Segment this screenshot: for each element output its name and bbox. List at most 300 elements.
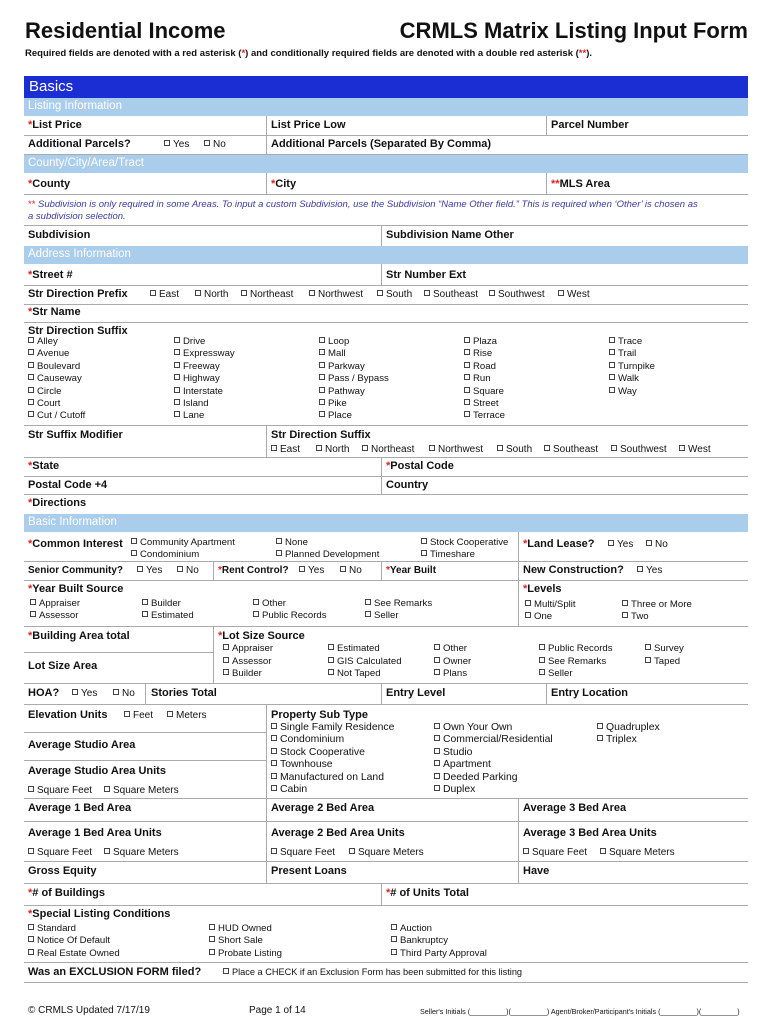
suffix-mall[interactable] bbox=[319, 348, 346, 359]
hoa-label: HOA? bbox=[28, 687, 60, 699]
suffix-freeway[interactable] bbox=[174, 361, 220, 372]
suffix-island[interactable] bbox=[174, 398, 209, 409]
suffix-trail[interactable] bbox=[609, 348, 636, 359]
ci-planned-development[interactable] bbox=[276, 549, 379, 560]
checkbox-icon[interactable] bbox=[611, 445, 617, 451]
checkbox-icon[interactable] bbox=[365, 611, 371, 617]
avg-3-bed-units-label: Average 3 Bed Area Units bbox=[523, 827, 657, 839]
checkbox-icon[interactable] bbox=[328, 644, 334, 650]
additional-parcels-field[interactable]: Additional Parcels (Separated By Comma) bbox=[271, 138, 492, 150]
option-label: Other bbox=[262, 598, 286, 609]
slc-standard[interactable] bbox=[28, 923, 76, 934]
checkbox-icon[interactable] bbox=[319, 337, 325, 343]
option-label: Bankruptcy bbox=[400, 935, 448, 947]
checkbox-icon[interactable] bbox=[525, 600, 531, 606]
lss-survey[interactable] bbox=[645, 643, 684, 654]
slc-real-estate-owned[interactable] bbox=[28, 948, 120, 959]
checkbox-icon[interactable] bbox=[174, 387, 180, 393]
checkbox-icon[interactable] bbox=[609, 362, 615, 368]
checkbox-icon[interactable] bbox=[429, 445, 435, 451]
suffix-lane[interactable] bbox=[174, 410, 204, 421]
checkbox-icon[interactable] bbox=[309, 290, 315, 296]
checkbox-icon[interactable] bbox=[253, 611, 259, 617]
pst-own-your-own[interactable] bbox=[434, 722, 512, 733]
checkbox-icon[interactable] bbox=[142, 611, 148, 617]
checkbox-icon[interactable] bbox=[609, 387, 615, 393]
checkbox-icon[interactable] bbox=[434, 644, 440, 650]
rent-control-label: *Rent Control? bbox=[218, 565, 289, 576]
ci-timeshare[interactable] bbox=[421, 549, 475, 560]
pst-triplex[interactable] bbox=[597, 734, 637, 745]
suffix-street[interactable] bbox=[464, 398, 499, 409]
required-note: Required fields are denoted with a red asterisk (*) and conditionally required fields are denoted with a double red asterisk (**). bbox=[25, 48, 592, 59]
building-area-total-field[interactable]: *Building Area total bbox=[28, 630, 130, 642]
checkbox-icon[interactable] bbox=[558, 290, 564, 296]
dir-prefix-northwest[interactable] bbox=[309, 289, 363, 300]
year-built-field[interactable]: *Year Built bbox=[386, 565, 437, 576]
checkbox-icon[interactable] bbox=[28, 349, 34, 355]
checkbox-icon[interactable] bbox=[28, 936, 34, 942]
slc-notice-of-default[interactable] bbox=[28, 935, 110, 946]
dir-prefix-north[interactable] bbox=[195, 289, 228, 300]
checkbox-icon[interactable] bbox=[609, 374, 615, 380]
pst-duplex[interactable] bbox=[434, 784, 475, 795]
dir-suffix-north[interactable] bbox=[316, 444, 349, 455]
checkbox-icon[interactable] bbox=[174, 362, 180, 368]
checkbox-icon[interactable] bbox=[464, 349, 470, 355]
lss-seller[interactable] bbox=[539, 668, 573, 679]
dir-suffix-west[interactable] bbox=[679, 444, 711, 455]
slc-short-sale[interactable] bbox=[209, 935, 263, 946]
suffix-alley[interactable] bbox=[28, 336, 58, 347]
checkbox-icon[interactable] bbox=[391, 936, 397, 942]
option-label: Taped bbox=[654, 655, 681, 667]
pst-townhouse[interactable] bbox=[271, 759, 333, 770]
checkbox-icon[interactable] bbox=[28, 949, 34, 955]
checkbox-icon[interactable] bbox=[319, 411, 325, 417]
lot-size-area-field[interactable]: Lot Size Area bbox=[28, 660, 98, 672]
suffix-avenue[interactable] bbox=[28, 348, 69, 359]
option-label: Expressway bbox=[183, 348, 235, 360]
checkbox-icon[interactable] bbox=[597, 723, 603, 729]
checkbox-icon[interactable] bbox=[271, 445, 277, 451]
levels-three-or-more[interactable] bbox=[622, 599, 692, 610]
avg-3-sqft[interactable]: Square Feet bbox=[523, 847, 587, 858]
ybs-other[interactable] bbox=[253, 598, 286, 609]
checkbox-icon[interactable] bbox=[539, 644, 545, 650]
rent-control-yes[interactable]: Yes bbox=[299, 565, 324, 576]
checkbox-icon[interactable] bbox=[142, 599, 148, 605]
checkbox-icon[interactable] bbox=[174, 411, 180, 417]
pst-studio[interactable] bbox=[434, 747, 472, 758]
checkbox-icon[interactable] bbox=[131, 550, 137, 556]
lss-see-remarks[interactable] bbox=[539, 656, 606, 667]
ci-condominium[interactable] bbox=[131, 549, 199, 560]
suffix-drive[interactable] bbox=[174, 336, 205, 347]
option-label: South bbox=[386, 289, 413, 300]
avg-3-bed-area-field[interactable]: Average 3 Bed Area bbox=[523, 802, 627, 814]
checkbox-icon[interactable] bbox=[434, 785, 440, 791]
num-units-total-field[interactable]: *# of Units Total bbox=[386, 887, 469, 899]
checkbox-icon[interactable] bbox=[645, 644, 651, 650]
additional-parcels-no[interactable]: No bbox=[204, 139, 226, 150]
have-field[interactable]: Have bbox=[523, 865, 550, 877]
checkbox-icon[interactable] bbox=[377, 290, 383, 296]
lss-appraiser[interactable] bbox=[223, 643, 273, 654]
checkbox-icon[interactable] bbox=[464, 387, 470, 393]
checkbox-icon[interactable] bbox=[30, 599, 36, 605]
lss-builder[interactable] bbox=[223, 668, 262, 679]
lss-other[interactable] bbox=[434, 643, 467, 654]
hoa-no[interactable]: No bbox=[113, 688, 135, 699]
pst-deeded-parking[interactable] bbox=[434, 772, 518, 783]
checkbox-icon[interactable] bbox=[131, 538, 137, 544]
checkbox-icon[interactable] bbox=[464, 399, 470, 405]
checkbox-icon[interactable] bbox=[365, 599, 371, 605]
checkbox-icon[interactable] bbox=[489, 290, 495, 296]
slc-third-party-approval[interactable] bbox=[391, 948, 487, 959]
checkbox-icon[interactable] bbox=[319, 374, 325, 380]
footer-initials: Seller's Initials (_________)(_________) Agent/Broker/Participant's Initials (_________)(_________) bbox=[420, 1007, 740, 1016]
subdivision-note: ** Subdivision is only required in some Areas. To input a custom Subdivision, use the Subdivision “Name Other field.” This is required when ‘Other’ is chosen as bbox=[28, 199, 698, 210]
checkbox-icon[interactable] bbox=[28, 374, 34, 380]
checkbox-icon[interactable] bbox=[609, 349, 615, 355]
lss-estimated[interactable] bbox=[328, 643, 380, 654]
suffix-walk[interactable] bbox=[609, 373, 639, 384]
checkbox-icon[interactable] bbox=[209, 949, 215, 955]
avg-studio-sqm[interactable]: Square Meters bbox=[104, 785, 179, 796]
lss-assessor[interactable] bbox=[223, 656, 271, 667]
ybs-estimated[interactable] bbox=[142, 610, 194, 621]
lot-size-source-label: *Lot Size Source bbox=[218, 630, 305, 642]
ybs-public-records[interactable] bbox=[253, 610, 327, 621]
dir-prefix-northeast[interactable] bbox=[241, 289, 293, 300]
checkbox-icon[interactable] bbox=[271, 748, 277, 754]
checkbox-icon[interactable] bbox=[464, 411, 470, 417]
option-label: Apartment bbox=[443, 759, 491, 771]
checkbox-icon[interactable] bbox=[464, 337, 470, 343]
checkbox-icon[interactable] bbox=[174, 337, 180, 343]
suffix-road[interactable] bbox=[464, 361, 496, 372]
levels-two[interactable] bbox=[622, 611, 649, 622]
street-name-field[interactable]: *Str Name bbox=[28, 306, 81, 318]
list-price-field[interactable]: *List Price bbox=[28, 119, 82, 131]
checkbox-icon[interactable] bbox=[271, 735, 277, 741]
avg-2-sqm[interactable]: Square Meters bbox=[349, 847, 424, 858]
levels-label: *Levels bbox=[523, 583, 562, 595]
rent-control-no[interactable]: No bbox=[340, 565, 362, 576]
suffix-interstate[interactable] bbox=[174, 386, 223, 397]
pst-condominium[interactable] bbox=[271, 734, 344, 745]
checkbox-icon[interactable] bbox=[209, 936, 215, 942]
country-field[interactable]: Country bbox=[386, 479, 429, 491]
option-label: Seller bbox=[374, 610, 399, 621]
levels-one[interactable] bbox=[525, 611, 552, 622]
option-label: Northeast bbox=[250, 289, 294, 300]
ci-none[interactable] bbox=[276, 537, 308, 548]
pst-stock-cooperative[interactable] bbox=[271, 747, 365, 758]
avg-2-sqft[interactable]: Square Feet bbox=[271, 847, 335, 858]
option-label: Trail bbox=[618, 348, 637, 360]
suffix-modifier-field[interactable]: Str Suffix Modifier bbox=[28, 429, 123, 441]
levels-multi-split[interactable] bbox=[525, 599, 576, 610]
dir-suffix-northwest[interactable] bbox=[429, 444, 483, 455]
checkbox-icon[interactable] bbox=[597, 735, 603, 741]
additional-parcels-yes[interactable]: Yes bbox=[164, 139, 189, 150]
avg-studio-area-field[interactable]: Average Studio Area bbox=[28, 739, 136, 751]
checkbox-icon[interactable] bbox=[271, 785, 277, 791]
slc-bankruptcy[interactable] bbox=[391, 935, 448, 946]
checkbox-icon[interactable] bbox=[223, 669, 229, 675]
avg-3-sqm[interactable]: Square Meters bbox=[600, 847, 675, 858]
dir-suffix-southwest[interactable] bbox=[611, 444, 667, 455]
checkbox-icon[interactable] bbox=[30, 611, 36, 617]
checkbox-icon[interactable] bbox=[622, 612, 628, 618]
checkbox-icon[interactable] bbox=[391, 924, 397, 930]
suffix-plaza[interactable] bbox=[464, 336, 497, 347]
checkbox-icon[interactable] bbox=[319, 399, 325, 405]
option-label: Condominium bbox=[140, 549, 200, 560]
county-field[interactable]: *County bbox=[28, 178, 71, 190]
option-label: GIS Calculated bbox=[337, 655, 402, 667]
land-lease-no[interactable]: No bbox=[646, 539, 668, 550]
slc-probate-listing[interactable] bbox=[209, 948, 282, 959]
option-label: Public Records bbox=[262, 610, 327, 621]
suffix-pike[interactable] bbox=[319, 398, 347, 409]
checkbox-icon[interactable] bbox=[434, 773, 440, 779]
senior-no[interactable]: No bbox=[177, 565, 199, 576]
pst-manufactured-on-land[interactable] bbox=[271, 772, 384, 783]
option-label: Parkway bbox=[328, 360, 365, 372]
pst-quadruplex[interactable] bbox=[597, 722, 660, 733]
checkbox-icon[interactable] bbox=[223, 657, 229, 663]
form-title-left: Residential Income bbox=[25, 18, 226, 43]
checkbox-icon[interactable] bbox=[271, 773, 277, 779]
pst-commercial-residential[interactable] bbox=[434, 734, 553, 745]
entry-level-field[interactable]: Entry Level bbox=[386, 687, 446, 699]
senior-yes[interactable]: Yes bbox=[137, 565, 162, 576]
checkbox-icon[interactable] bbox=[434, 760, 440, 766]
suffix-expressway[interactable] bbox=[174, 348, 235, 359]
mls-area-field[interactable]: **MLS Area bbox=[551, 178, 610, 190]
postal-code-4-field[interactable]: Postal Code +4 bbox=[28, 479, 108, 491]
suffix-rise[interactable] bbox=[464, 348, 492, 359]
avg-1-sqm[interactable]: Square Meters bbox=[104, 847, 179, 858]
str-number-ext-field[interactable]: Str Number Ext bbox=[386, 269, 467, 281]
footer-updated: © CRMLS Updated 7/17/19 bbox=[28, 1005, 150, 1016]
ybs-appraiser[interactable] bbox=[30, 598, 80, 609]
postal-code-field[interactable]: *Postal Code bbox=[386, 460, 454, 472]
checkbox-icon[interactable] bbox=[539, 657, 545, 663]
checkbox-icon[interactable] bbox=[276, 538, 282, 544]
lss-owner[interactable] bbox=[434, 656, 471, 667]
ybs-assessor[interactable] bbox=[30, 610, 78, 621]
suffix-run[interactable] bbox=[464, 373, 491, 384]
option-label: Appraiser bbox=[232, 643, 274, 654]
checkbox-icon[interactable] bbox=[434, 748, 440, 754]
checkbox-icon[interactable] bbox=[622, 600, 628, 606]
dir-prefix-west[interactable] bbox=[558, 289, 590, 300]
checkbox-icon[interactable] bbox=[174, 399, 180, 405]
suffix-terrace[interactable] bbox=[464, 410, 505, 421]
checkbox-icon[interactable] bbox=[434, 657, 440, 663]
option-label: Lane bbox=[183, 410, 205, 422]
basics-header: Basics bbox=[24, 76, 748, 98]
subdivision-field[interactable]: Subdivision bbox=[28, 229, 91, 241]
directions-field[interactable]: *Directions bbox=[28, 497, 87, 509]
lss-plans[interactable] bbox=[434, 668, 467, 679]
option-label: Studio bbox=[443, 746, 473, 758]
num-buildings-field[interactable]: *# of Buildings bbox=[28, 887, 106, 899]
ybs-builder[interactable] bbox=[142, 598, 181, 609]
checkbox-icon[interactable] bbox=[497, 445, 503, 451]
checkbox-icon[interactable] bbox=[421, 550, 427, 556]
checkbox-icon[interactable] bbox=[319, 387, 325, 393]
suffix-way[interactable] bbox=[609, 386, 637, 397]
checkbox-icon[interactable] bbox=[464, 374, 470, 380]
pst-apartment[interactable] bbox=[434, 759, 491, 770]
checkbox-icon[interactable] bbox=[319, 349, 325, 355]
checkbox-icon[interactable] bbox=[28, 362, 34, 368]
dir-prefix-southwest[interactable] bbox=[489, 289, 545, 300]
checkbox-icon[interactable] bbox=[424, 290, 430, 296]
checkbox-icon[interactable] bbox=[241, 290, 247, 296]
lss-gis-calculated[interactable] bbox=[328, 656, 402, 667]
dir-suffix-southeast[interactable] bbox=[544, 444, 598, 455]
dir-suffix-northeast[interactable] bbox=[362, 444, 414, 455]
exclusion-form-checkbox[interactable]: Place a CHECK if an Exclusion Form has been submitted for this listing bbox=[223, 967, 522, 977]
new-construction-yes[interactable]: Yes bbox=[637, 565, 662, 576]
checkbox-icon[interactable] bbox=[421, 538, 427, 544]
suffix-boulevard[interactable] bbox=[28, 361, 80, 372]
land-lease-yes[interactable]: Yes bbox=[608, 539, 633, 550]
checkbox-icon[interactable] bbox=[319, 362, 325, 368]
checkbox-icon[interactable] bbox=[174, 374, 180, 380]
ci-community-apartment[interactable] bbox=[131, 537, 235, 548]
checkbox-icon[interactable] bbox=[679, 445, 685, 451]
checkbox-icon[interactable] bbox=[28, 924, 34, 930]
suffix-parkway[interactable] bbox=[319, 361, 365, 372]
lss-taped[interactable] bbox=[645, 656, 680, 667]
option-label: Estimated bbox=[151, 610, 194, 621]
dir-prefix-southeast[interactable] bbox=[424, 289, 478, 300]
suffix-pathway[interactable] bbox=[319, 386, 365, 397]
present-loans-field[interactable]: Present Loans bbox=[271, 865, 347, 877]
elevation-feet[interactable]: Feet bbox=[124, 710, 153, 721]
checkbox-icon[interactable] bbox=[544, 445, 550, 451]
option-label: Avenue bbox=[37, 348, 70, 360]
suffix-cut-cutoff[interactable] bbox=[28, 410, 85, 421]
checkbox-icon[interactable] bbox=[271, 723, 277, 729]
checkbox-icon[interactable] bbox=[525, 612, 531, 618]
option-label: Timeshare bbox=[430, 549, 475, 560]
county-header: County/City/Area/Tract bbox=[24, 155, 748, 173]
ci-stock-cooperative[interactable] bbox=[421, 537, 508, 548]
checkbox-icon[interactable] bbox=[645, 657, 651, 663]
checkbox-icon[interactable] bbox=[434, 723, 440, 729]
suffix-pass-bypass[interactable] bbox=[319, 373, 389, 384]
checkbox-icon[interactable] bbox=[209, 924, 215, 930]
entry-location-field[interactable]: Entry Location bbox=[551, 687, 629, 699]
state-field[interactable]: *State bbox=[28, 460, 60, 472]
checkbox-icon[interactable] bbox=[195, 290, 201, 296]
street-number-field[interactable]: *Street # bbox=[28, 269, 73, 281]
avg-2-bed-area-field[interactable]: Average 2 Bed Area bbox=[271, 802, 375, 814]
checkbox-icon[interactable] bbox=[609, 337, 615, 343]
checkbox-icon[interactable] bbox=[362, 445, 368, 451]
suffix-place[interactable] bbox=[319, 410, 352, 421]
dir-suffix-south[interactable] bbox=[497, 444, 532, 455]
checkbox-icon[interactable] bbox=[174, 349, 180, 355]
option-label: Survey bbox=[654, 643, 684, 654]
checkbox-icon[interactable] bbox=[328, 657, 334, 663]
pst-cabin[interactable] bbox=[271, 784, 307, 795]
avg-1-bed-area-field[interactable]: Average 1 Bed Area bbox=[28, 802, 132, 814]
checkbox-icon[interactable] bbox=[434, 669, 440, 675]
dir-prefix-south[interactable] bbox=[377, 289, 412, 300]
avg-studio-sqft[interactable]: Square Feet bbox=[28, 785, 92, 796]
checkbox-icon[interactable] bbox=[434, 735, 440, 741]
suffix-causeway[interactable] bbox=[28, 373, 82, 384]
checkbox-icon[interactable] bbox=[28, 399, 34, 405]
ybs-see-remarks[interactable] bbox=[365, 598, 432, 609]
stories-total-field[interactable]: Stories Total bbox=[151, 687, 217, 699]
checkbox-icon[interactable] bbox=[253, 599, 259, 605]
suffix-square[interactable] bbox=[464, 386, 504, 397]
gross-equity-field[interactable]: Gross Equity bbox=[28, 865, 97, 877]
subdivision-other-field[interactable]: Subdivision Name Other bbox=[386, 229, 514, 241]
hoa-yes[interactable]: Yes bbox=[72, 688, 97, 699]
parcel-number-field[interactable]: Parcel Number bbox=[551, 119, 629, 131]
lss-not-taped[interactable] bbox=[328, 668, 381, 679]
checkbox-icon[interactable] bbox=[28, 337, 34, 343]
suffix-court[interactable] bbox=[28, 398, 60, 409]
checkbox-icon[interactable] bbox=[28, 387, 34, 393]
checkbox-icon[interactable] bbox=[539, 669, 545, 675]
checkbox-icon[interactable] bbox=[28, 411, 34, 417]
slc-auction[interactable] bbox=[391, 923, 432, 934]
city-field[interactable]: *City bbox=[271, 178, 297, 190]
checkbox-icon[interactable] bbox=[464, 362, 470, 368]
checkbox-icon[interactable] bbox=[271, 760, 277, 766]
checkbox-icon[interactable] bbox=[223, 644, 229, 650]
suffix-circle[interactable] bbox=[28, 386, 62, 397]
dir-prefix-east[interactable] bbox=[150, 289, 179, 300]
list-price-low-field[interactable]: List Price Low bbox=[271, 119, 346, 131]
dir-suffix-east[interactable] bbox=[271, 444, 300, 455]
checkbox-icon[interactable] bbox=[150, 290, 156, 296]
option-label: Cabin bbox=[280, 784, 308, 795]
option-label: Court bbox=[37, 398, 61, 409]
pst-single-family-residence[interactable] bbox=[271, 722, 394, 733]
slc-hud-owned[interactable] bbox=[209, 923, 272, 934]
checkbox-icon[interactable] bbox=[391, 949, 397, 955]
avg-1-bed-units-label: Average 1 Bed Area Units bbox=[28, 827, 162, 839]
suffix-turnpike[interactable] bbox=[609, 361, 655, 372]
option-label: Assessor bbox=[232, 655, 272, 667]
ybs-seller[interactable] bbox=[365, 610, 399, 621]
lss-public-records[interactable] bbox=[539, 643, 613, 654]
checkbox-icon[interactable] bbox=[316, 445, 322, 451]
checkbox-icon[interactable] bbox=[328, 669, 334, 675]
avg-1-sqft[interactable]: Square Feet bbox=[28, 847, 92, 858]
suffix-loop[interactable] bbox=[319, 336, 349, 347]
checkbox-icon[interactable] bbox=[276, 550, 282, 556]
suffix-trace[interactable] bbox=[609, 336, 642, 347]
dir-suffix-label: Str Direction Suffix bbox=[28, 325, 128, 337]
elevation-meters[interactable]: Meters bbox=[167, 710, 207, 721]
suffix-highway[interactable] bbox=[174, 373, 220, 384]
